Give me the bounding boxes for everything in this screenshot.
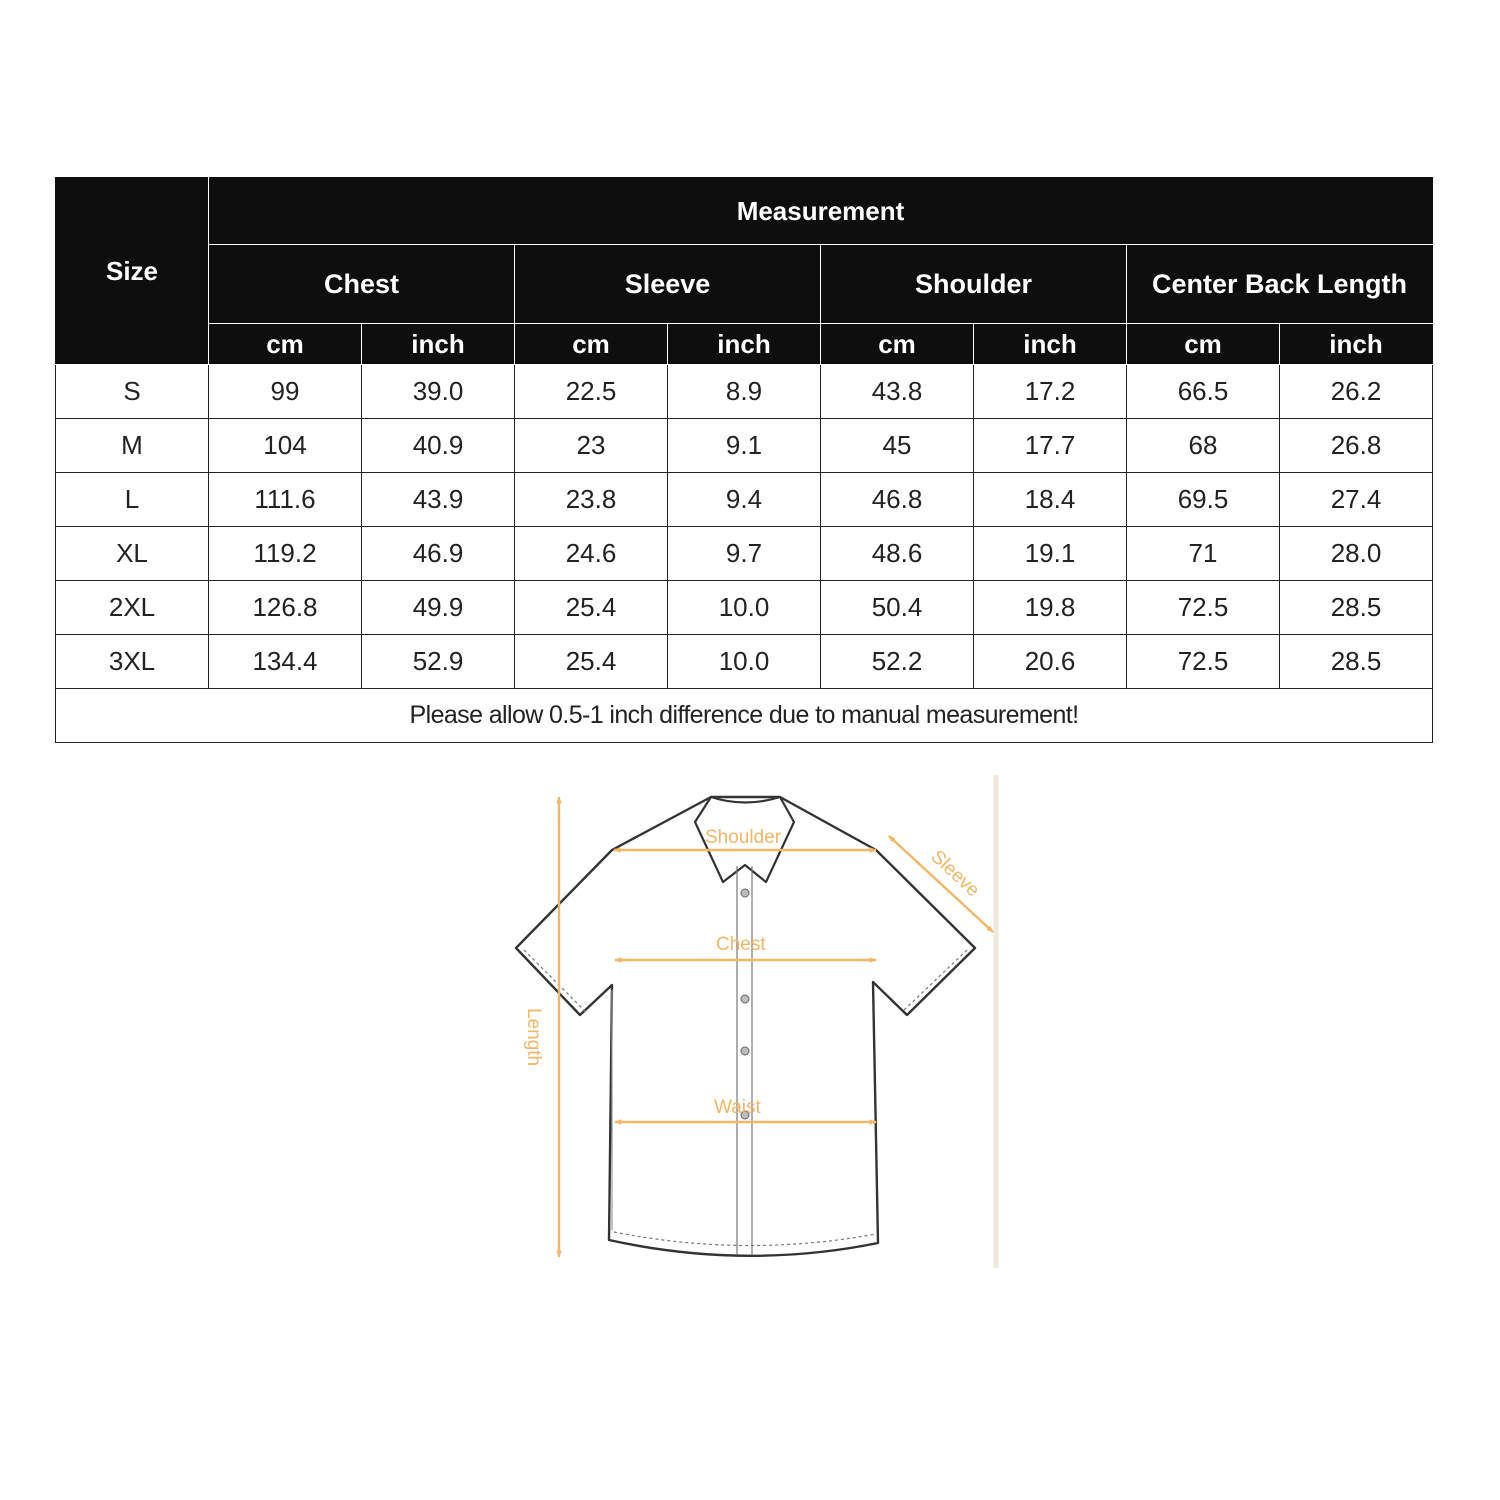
measurement-cell: 66.5 [1127, 365, 1280, 419]
sleeve-label: Sleeve [926, 846, 984, 902]
measurement-cell: 27.4 [1280, 473, 1433, 527]
table-row [56, 527, 1433, 581]
measurement-cell: 23 [515, 419, 668, 473]
measurement-cell: 40.9 [362, 419, 515, 473]
measurement-cell: 20.6 [974, 635, 1127, 689]
unit-header: cm [821, 324, 974, 365]
measurement-cell: 48.6 [821, 527, 974, 581]
unit-header: inch [974, 324, 1127, 365]
size-cell: L [56, 473, 209, 527]
measurement-cell: 24.6 [515, 527, 668, 581]
measurement-cell: 46.8 [821, 473, 974, 527]
measurement-cell: 134.4 [209, 635, 362, 689]
measurement-cell: 18.4 [974, 473, 1127, 527]
shirt-measurement-diagram [500, 770, 1010, 1275]
center-back-length-header: Center Back Length [1127, 245, 1433, 324]
measurement-cell: 104 [209, 419, 362, 473]
measurement-cell: 126.8 [209, 581, 362, 635]
measurement-cell: 17.2 [974, 365, 1127, 419]
measurement-cell: 99 [209, 365, 362, 419]
sleeve-header: Sleeve [515, 245, 821, 324]
measurement-cell: 72.5 [1127, 635, 1280, 689]
shoulder-header: Shoulder [821, 245, 1127, 324]
unit-header: inch [362, 324, 515, 365]
measurement-cell: 9.1 [668, 419, 821, 473]
measurement-cell: 22.5 [515, 365, 668, 419]
measurement-cell: 26.2 [1280, 365, 1433, 419]
measurement-cell: 50.4 [821, 581, 974, 635]
measurement-cell: 43.9 [362, 473, 515, 527]
measurement-cell: 28.5 [1280, 635, 1433, 689]
unit-header: inch [668, 324, 821, 365]
measurement-header: Measurement [209, 178, 1433, 245]
measurement-cell: 71 [1127, 527, 1280, 581]
measurement-cell: 28.0 [1280, 527, 1433, 581]
measurement-cell: 19.1 [974, 527, 1127, 581]
table-row [56, 581, 1433, 635]
measurement-cell: 69.5 [1127, 473, 1280, 527]
measurement-cell: 25.4 [515, 635, 668, 689]
measurement-cell: 25.4 [515, 581, 668, 635]
size-chart-table [55, 177, 1433, 743]
unit-header: cm [209, 324, 362, 365]
measurement-cell: 68 [1127, 419, 1280, 473]
size-cell: XL [56, 527, 209, 581]
measurement-cell: 17.7 [974, 419, 1127, 473]
measurement-cell: 28.5 [1280, 581, 1433, 635]
unit-header: cm [515, 324, 668, 365]
size-header: Size [56, 178, 209, 365]
table-row [56, 473, 1433, 527]
shoulder-label: Shoulder [705, 827, 782, 848]
measurement-cell: 19.8 [974, 581, 1127, 635]
chest-header: Chest [209, 245, 515, 324]
size-cell: 2XL [56, 581, 209, 635]
table-row [56, 635, 1433, 689]
measurement-cell: 10.0 [668, 581, 821, 635]
measurement-cell: 52.2 [821, 635, 974, 689]
size-rows [56, 365, 1433, 689]
measurement-cell: 39.0 [362, 365, 515, 419]
size-cell: S [56, 365, 209, 419]
table-row [56, 419, 1433, 473]
measurement-note: Please allow 0.5-1 inch difference due to manual measurement! [56, 689, 1433, 743]
measurement-cell: 72.5 [1127, 581, 1280, 635]
table-row [56, 365, 1433, 419]
length-label: Length [523, 1008, 544, 1067]
measurement-cell: 23.8 [515, 473, 668, 527]
unit-header: cm [1127, 324, 1280, 365]
measurement-cell: 26.8 [1280, 419, 1433, 473]
chest-label: Chest [716, 934, 766, 955]
measurement-cell: 119.2 [209, 527, 362, 581]
size-cell: M [56, 419, 209, 473]
measurement-cell: 43.8 [821, 365, 974, 419]
measurement-cell: 45 [821, 419, 974, 473]
measurement-cell: 111.6 [209, 473, 362, 527]
measurement-cell: 49.9 [362, 581, 515, 635]
measurement-cell: 9.7 [668, 527, 821, 581]
measurement-cell: 46.9 [362, 527, 515, 581]
size-cell: 3XL [56, 635, 209, 689]
measurement-cell: 8.9 [668, 365, 821, 419]
measurement-cell: 9.4 [668, 473, 821, 527]
measurement-cell: 10.0 [668, 635, 821, 689]
unit-header: inch [1280, 324, 1433, 365]
measurement-cell: 52.9 [362, 635, 515, 689]
waist-label: Waist [714, 1097, 761, 1118]
